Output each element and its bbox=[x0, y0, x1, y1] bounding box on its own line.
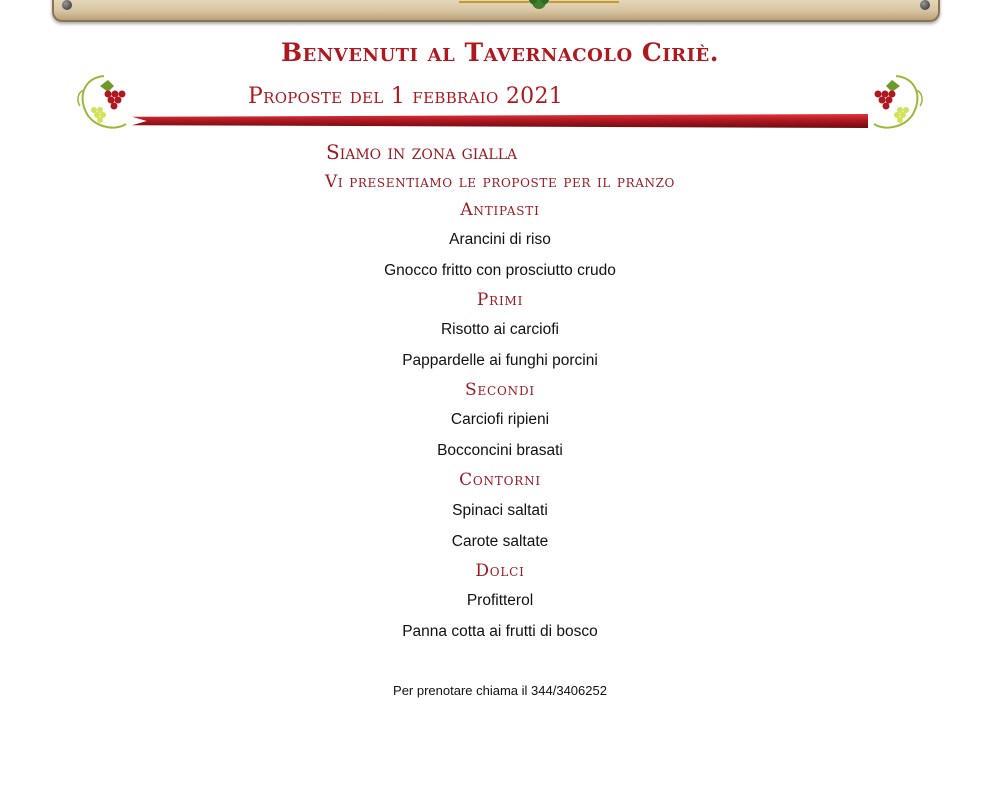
page-subtitle: Proposte del 1 febbraio 2021 bbox=[248, 84, 564, 109]
category-primi: Primi bbox=[476, 290, 524, 310]
menu-item: Gnocco fritto con prosciutto crudo bbox=[384, 262, 616, 279]
menu-item: Carciofi ripieni bbox=[450, 411, 550, 428]
menu-item: Panna cotta ai frutti di bosco bbox=[402, 623, 598, 640]
grapevine-icon bbox=[74, 72, 134, 138]
menu-item: Carote saltate bbox=[451, 533, 549, 550]
category-secondi: Secondi bbox=[465, 380, 535, 400]
menu-item: Profitterol bbox=[466, 592, 534, 609]
menu-item: Arancini di riso bbox=[449, 231, 551, 248]
nail-icon bbox=[62, 0, 72, 10]
menu-item: Spinaci saltati bbox=[452, 502, 548, 519]
booking-phone: Per prenotare chiama il 344/3406252 bbox=[393, 683, 607, 698]
wheat-emblem-icon bbox=[459, 0, 619, 10]
menu-item: Bocconcini brasati bbox=[437, 442, 563, 459]
wooden-sign-header bbox=[52, 0, 940, 22]
page-title: Benvenuti al Tavernacolo Ciriè. bbox=[281, 38, 719, 67]
category-dolci: Dolci bbox=[475, 561, 525, 581]
menu-item: Pappardelle ai funghi porcini bbox=[402, 352, 598, 369]
red-ribbon-divider bbox=[132, 114, 868, 128]
menu-intro: Vi presentiamo le proposte per il pranzo bbox=[325, 172, 675, 192]
category-contorni: Contorni bbox=[459, 470, 541, 490]
category-antipasti: Antipasti bbox=[460, 200, 540, 220]
menu-item: Risotto ai carciofi bbox=[440, 321, 559, 338]
zone-notice: Siamo in zona gialla bbox=[326, 140, 518, 164]
nail-icon bbox=[920, 0, 930, 10]
grapevine-icon bbox=[866, 72, 926, 138]
